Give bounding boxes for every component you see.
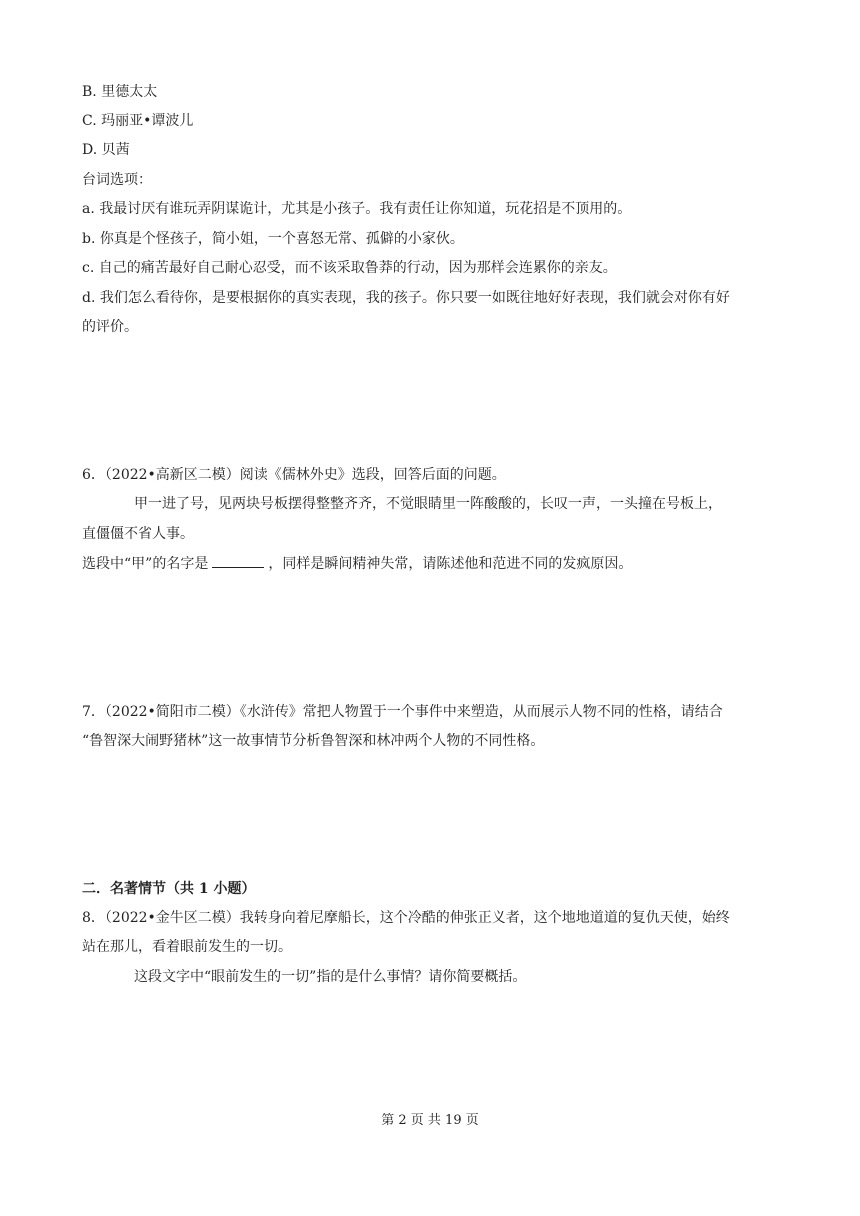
dialogue-option-b: b. 你真是个怪孩子，简小姐，一个喜怒无常、孤僻的小家伙。 <box>82 231 464 247</box>
question-6-prompt-end: ，同样是瞬间精神失常，请陈述他和范进不同的发疯原因。 <box>268 556 633 572</box>
question-7-line2: “鲁智深大闹野猪林”这一故事情节分析鲁智深和林冲两个人物的不同性格。 <box>82 733 545 749</box>
question-7-line1: 7．（2022•简阳市二模）《水浒传》常把人物置于一个事件中来塑造，从而展示人物不同的性格，请结合 <box>82 704 723 720</box>
page-footer: 第 2 页 共 19 页 <box>381 1113 479 1128</box>
dialogue-option-a: a. 我最讨厌有谁玩弄阴谋诡计，尤其是小孩子。我有责任让你知道，玩花招是不顶用的。 <box>82 201 632 217</box>
option-d: D. 贝茜 <box>82 142 130 158</box>
question-6-stem: 6．（2022•高新区二模）阅读《儒林外史》选段，回答后面的问题。 <box>82 467 506 483</box>
dialogue-option-c: c. 自己的痛苦最好自己耐心忍受，而不该采取鲁莽的行动，因为那样会连累你的亲友。 <box>82 260 617 276</box>
option-c: C. 玛丽亚•谭波儿 <box>82 113 194 129</box>
dialogue-option-d-line1: d. 我们怎么看待你，是要根据你的真实表现，我的孩子。你只要一如既往地好好表现，我们就会对你有好 <box>82 290 730 306</box>
question-8-line1: 8．（2022•金牛区二模）我转身向着尼摩船长，这个冷酷的伸张正义者，这个地地道道的复仇天使，始终 <box>82 910 730 926</box>
option-b: B. 里德太太 <box>82 84 158 100</box>
dialogue-heading: 台词选项： <box>82 172 152 188</box>
answer-blank[interactable] <box>212 553 264 568</box>
question-6-passage-line2: 直僵僵不省人事。 <box>82 526 194 542</box>
question-8-line2: 站在那儿，看着眼前发生的一切。 <box>82 939 292 955</box>
question-6-prompt <box>82 553 782 574</box>
question-6-prompt-start: 选段中“甲”的名字是 <box>82 556 209 572</box>
dialogue-option-d-line2: 的评价。 <box>82 319 138 335</box>
section-2-title: 二．名著情节（共 1 小题） <box>82 881 256 897</box>
question-6-passage-line1: 甲一进了号，见两块号板摆得整整齐齐，不觉眼睛里一阵酸酸的，长叹一声，一头撞在号板上， <box>134 496 722 512</box>
question-8-prompt: 这段文字中“眼前发生的一切”指的是什么事情？请你简要概括。 <box>134 969 527 985</box>
